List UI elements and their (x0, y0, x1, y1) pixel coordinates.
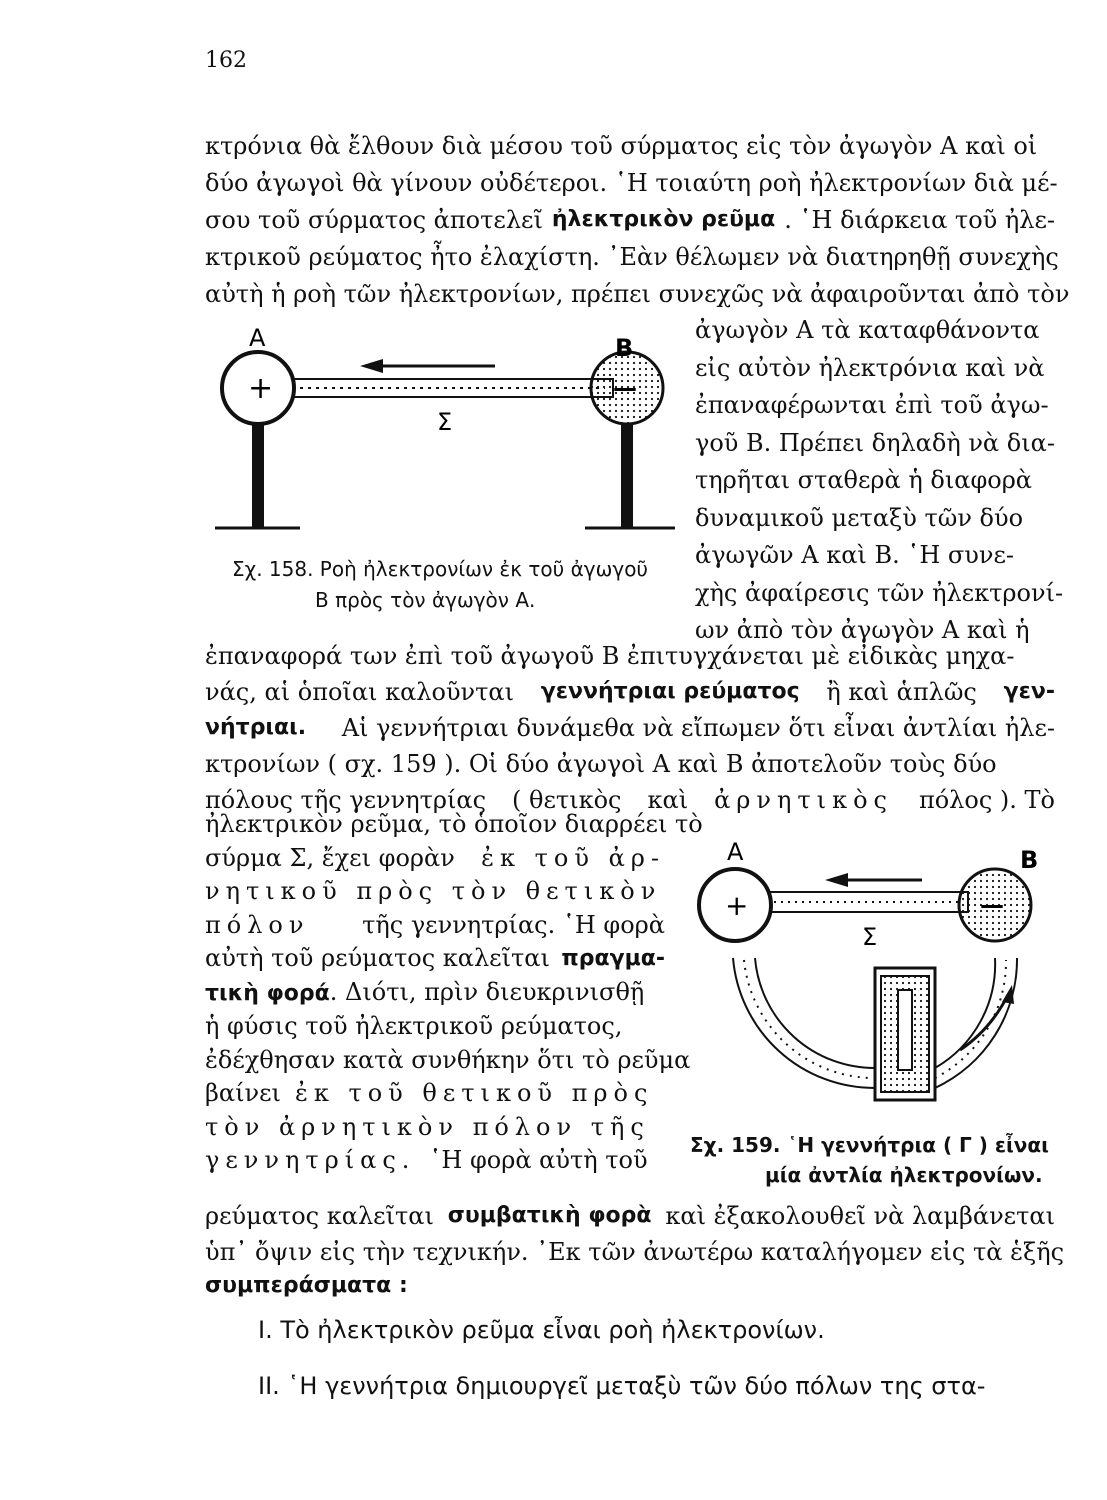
text-line: ων ἀπὸ τὸν ἀγωγὸν Α καὶ ἡ (695, 616, 1030, 644)
text-line: ἐδέχθησαν κατὰ συνθήκην ὅτι τὸ ρεῦμα (205, 1045, 691, 1074)
text-line: χὴς ἀφαίρεσις τῶν ἠλεκτρονί- (695, 578, 1064, 607)
figure-158 (205, 318, 685, 548)
text-line (205, 1077, 665, 1111)
minus-sign: — (980, 891, 1004, 919)
minus-sign: — (613, 374, 637, 402)
term-electric-current: ἠλεκτρικὸν ρεῦμα (551, 207, 776, 232)
text-line: δυναμικοῦ μεταξὺ τῶν δύο (695, 503, 1024, 532)
figure-158-caption-2: Β πρὸς τὸν ἀγωγὸν Α. (315, 588, 536, 612)
text-line: κτρόνια θὰ ἔλθουν διὰ μέσου τοῦ σύρματος εἰς τὸν ἀγωγὸν Α καὶ οἱ (205, 132, 1038, 160)
text-line: νητικοῦ πρὸς τὸν θετικὸν (205, 877, 662, 905)
page-number: 162 (205, 48, 247, 73)
text-line: τὸν ἀρνητικὸν πόλον τῆς (205, 1112, 650, 1141)
text-line (205, 710, 1055, 746)
text-line: ἠλεκτρικὸν ρεῦμα, τὸ ὁποῖον διαρρέει τὸ (205, 810, 703, 838)
text-line: γοῦ Β. Πρέπει δηλαδὴ νὰ δια- (695, 428, 1055, 457)
figure-159-caption-2: μία ἀντλία ἠλεκτρονίων. (765, 1163, 1043, 1187)
text-line (205, 976, 665, 1011)
text-segment: . Διότι, πρὶν διευκρινισθῇ (329, 977, 645, 1006)
text-segment: ρεύματος καλεῖται (205, 1202, 434, 1230)
text-segment: Αἱ γεννήτριαι δυνάμεθα νὰ εἴπωμεν ὅτι εἶναι ἀντλίαι ἠλε- (341, 714, 1055, 742)
conclusion-2: II. ῾Η γεννήτρια δημιουργεῖ μεταξὺ τῶν δύο πόλων της στα- (258, 1372, 986, 1400)
label-sigma: Σ (862, 923, 878, 951)
term-conclusions: συμπεράσματα : (205, 1273, 408, 1298)
text-line: ἡ φύσις τοῦ ἠλεκτρικοῦ ρεύματος, (205, 1012, 623, 1040)
text-segment: πόλος ). Τὸ (918, 786, 1055, 814)
right-column (695, 312, 1064, 650)
text-segment: καὶ ἐξακολουθεῖ νὰ λαμβάνεται (665, 1202, 1055, 1230)
label-a: A (727, 838, 744, 866)
text-line (205, 674, 1055, 710)
term-generators: γεννήτριαι ρεύματος (540, 679, 800, 704)
text-segment: ἐκ τοῦ θετικοῦ πρὸς (294, 1079, 654, 1107)
text-line (205, 1144, 665, 1178)
text-segment: . ῾Η διάρκεια τοῦ ἠλε- (784, 206, 1055, 234)
text-line (205, 1268, 1055, 1304)
left-column (205, 808, 703, 1178)
text-line (205, 1198, 1055, 1234)
arrow-head-icon (825, 873, 848, 887)
text-segment: νάς, αἱ ὁποῖαι καλοῦνται (205, 678, 515, 706)
conclusion-1: I. Τὸ ἠλεκτρικὸν ρεῦμα εἶναι ροὴ ἠλεκτρονίων. (258, 1316, 825, 1344)
plus-sign: + (725, 889, 749, 922)
figure-158-caption-1: Σχ. 158. Ροὴ ἠλεκτρονίων ἐκ τοῦ ἀγωγοῦ (232, 557, 648, 581)
text-segment: καὶ (647, 786, 689, 814)
label-a: A (249, 324, 266, 352)
plus-sign: + (248, 371, 274, 406)
text-line: κτρικοῦ ρεύματος ἦτο ἐλαχίστη. ᾿Εὰν θέλωμεν νὰ διατηρηθῇ συνεχὴς (205, 243, 1059, 271)
text-line: ἐπαναφέρωνται ἐπὶ τοῦ ἀγω- (695, 391, 1049, 419)
figure-159-caption-1: Σχ. 159. ῾Η γεννήτρια ( Γ ) εἶναι (690, 1133, 1049, 1157)
text-segment: πόλον (205, 910, 310, 939)
text-segment: σύρμα Σ, ἔχει φορὰν (205, 843, 455, 872)
text-segment: αὐτὴ τοῦ ρεύματος καλεῖται (205, 944, 550, 972)
text-line: ὑπ᾿ ὄψιν εἰς τὴν τεχνικήν. ᾿Εκ τῶν ἀνωτέρω καταλήγομεν εἰς τὰ ἑξῆς (205, 1238, 1065, 1266)
stand-b (621, 424, 633, 528)
text-line (205, 909, 665, 943)
text-line: ἀγωγὸν Α τὰ καταφθάνοντα (695, 316, 1040, 344)
text-segment: ἢ καὶ ἁπλῶς (826, 678, 977, 706)
arrow-head-icon (360, 359, 383, 373)
text-line: εἰς αὐτὸν ἠλεκτρόνια καὶ νὰ (695, 353, 1045, 382)
label-b: B (1020, 846, 1039, 874)
term-conventional-direction: συμβατικὴ φορὰ (447, 1203, 652, 1228)
term-real-direction: πραγμα- (561, 946, 665, 971)
term-generators-2: νήτριαι. (205, 715, 307, 740)
text-line: κτρονίων ( σχ. 159 ). Οἱ δύο ἀγωγοὶ Α καὶ Β ἀποτελοῦν τοὺς δύο (205, 750, 997, 778)
text-segment: τῆς γεννητρίας. ῾Η φορὰ (362, 910, 665, 939)
text-line: τηρῆται σταθερὰ ἡ διαφορὰ (695, 466, 1033, 494)
text-segment: γεννητρίας. (205, 1146, 416, 1174)
text-segment: βαίνει (205, 1079, 281, 1107)
text-segment: ἀρνητικὸς (714, 786, 893, 814)
label-sigma: Σ (437, 408, 453, 436)
generator-piston (898, 990, 912, 1070)
term-real-direction-2: τικὴ φορά (205, 980, 330, 1006)
text-line (205, 842, 665, 876)
text-segment: ῾Η φορὰ αὐτὴ τοῦ (429, 1146, 648, 1174)
term-gen: γεν- (1003, 679, 1055, 704)
figure-159 (690, 830, 1060, 1130)
text-segment: ἐκ τοῦ ἀρ- (481, 843, 665, 872)
text-line (205, 202, 1055, 238)
text-line: δύο ἀγωγοὶ θὰ γίνουν οὐδέτεροι. ῾Η τοιαύτη ροὴ ἠλεκτρονίων διὰ μέ- (205, 169, 1058, 197)
text-segment: πόλους τῆς γεννητρίας (205, 786, 487, 814)
text-segment: ( θετικὸς (512, 786, 622, 814)
text-line (205, 942, 665, 976)
text-line: ἐπαναφορά των ἐπὶ τοῦ ἀγωγοῦ Β ἐπιτυγχάνεται μὲ εἰδικὰς μηχα- (205, 642, 1015, 670)
wire (768, 892, 968, 912)
text-segment: σου τοῦ σύρματος ἀποτελεῖ (205, 206, 543, 234)
stand-a (252, 424, 264, 528)
text-line: ἀγωγῶν Α καὶ Β. ῾Η συνε- (695, 541, 1015, 569)
label-b: B (615, 334, 634, 362)
text-line: αὐτὴ ἡ ροὴ τῶν ἠλεκτρονίων, πρέπει συνεχῶς νὰ ἀφαιροῦνται ἀπὸ τὸν (205, 280, 1070, 308)
